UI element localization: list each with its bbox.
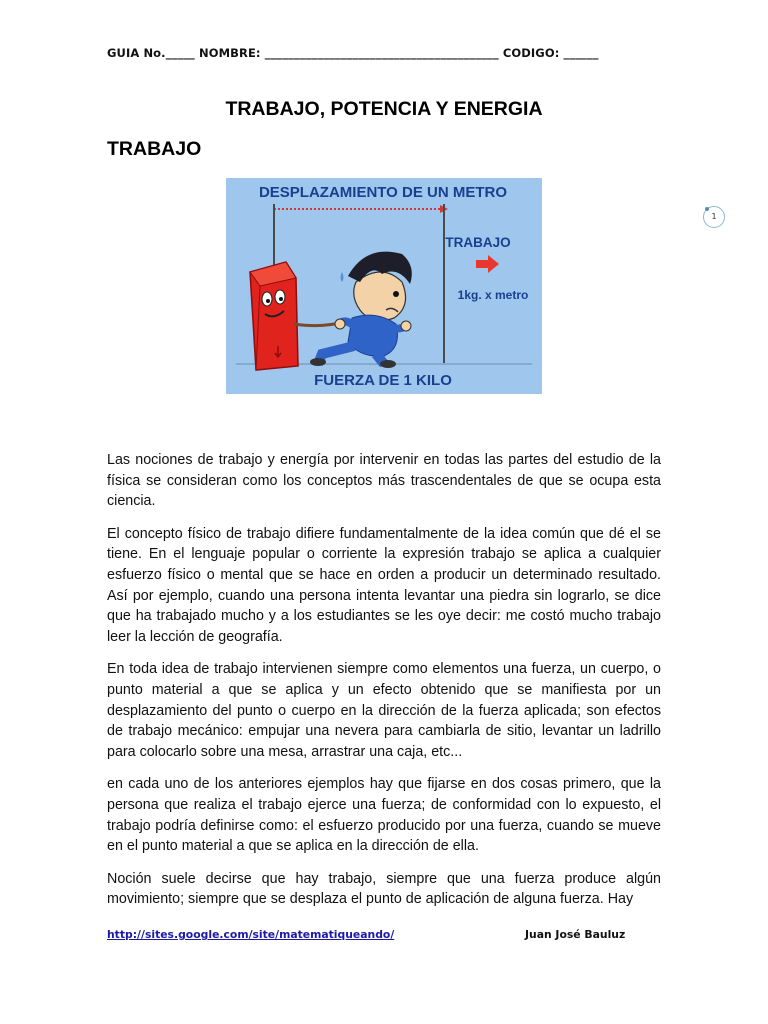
paragraph: en cada uno de los anteriores ejemplos hay que fijarse en dos cosas primero, que la persona que realiza el trabajo ejerce una fuerza; de conformidad con lo expuesto, el trabajo podría definirse como: el esfuerzo producido por una fuerza, cuando se mueve en el punto material a que se aplica en la dirección de ella. xyxy=(107,776,661,855)
section-heading: TRABAJO xyxy=(107,138,202,160)
paragraph: En toda idea de trabajo intervienen siempre como elementos una fuerza, un cuerpo, o punto material a que se aplica y un efecto obtenido que se manifiesta por un desplazamiento del punto o cuerpo en la dirección de la fuerza aplicada; son efectos de trabajo mecánico: empujar una nevera para cambiarla de sitio, levantar un ladrillo para colocarlo sobre una mesa, arrastrar una caja, etc... xyxy=(107,661,661,760)
footer-author: Juan José Bauluz xyxy=(525,928,626,941)
page-number-badge: 1 xyxy=(703,206,725,228)
paragraph: El concepto físico de trabajo difiere fundamentalmente de la idea común que dé el se tiene. En el lenguaje popular o corriente la expresión trabajo se aplica a cualquier esfuerzo físico o mental que se hace en orden a producir un determinado resultado. Así por ejemplo, cuando una persona intenta levantar una piedra sin lograrlo, se dice que ha trabajado mucho y a los estudiantes se les oye decir: me costó mucho trabajo leer la lección de geografía. xyxy=(107,525,661,645)
bottom-label: FUERZA DE 1 KILO xyxy=(314,372,452,389)
footer-link[interactable]: http://sites.google.com/site/matematiqueando/ xyxy=(107,928,395,941)
paragraph: Noción suele decirse que hay trabajo, siempre que una fuerza produce algún movimiento; siempre que se desplaza el punto de aplicación de alguna fuerza. Hay xyxy=(107,870,661,908)
paragraph: Las nociones de trabajo y energía por intervenir en todas las partes del estudio de la física se consideran como los conceptos más trascendentales de que se ocupa esta ciencia. xyxy=(107,452,661,510)
red-box-character xyxy=(250,262,298,370)
body-text xyxy=(107,450,661,922)
document-title: TRABAJO, POTENCIA Y ENERGIA xyxy=(225,98,543,120)
top-label: DESPLAZAMIENTO DE UN METRO xyxy=(258,184,508,201)
unit-label: 1kg. x metro xyxy=(457,288,529,302)
side-label: TRABAJO xyxy=(445,235,511,250)
work-illustration xyxy=(226,178,542,394)
form-header: GUIA No._____ NOMBRE: ________________________________________ CODIGO: ______ xyxy=(107,46,599,60)
